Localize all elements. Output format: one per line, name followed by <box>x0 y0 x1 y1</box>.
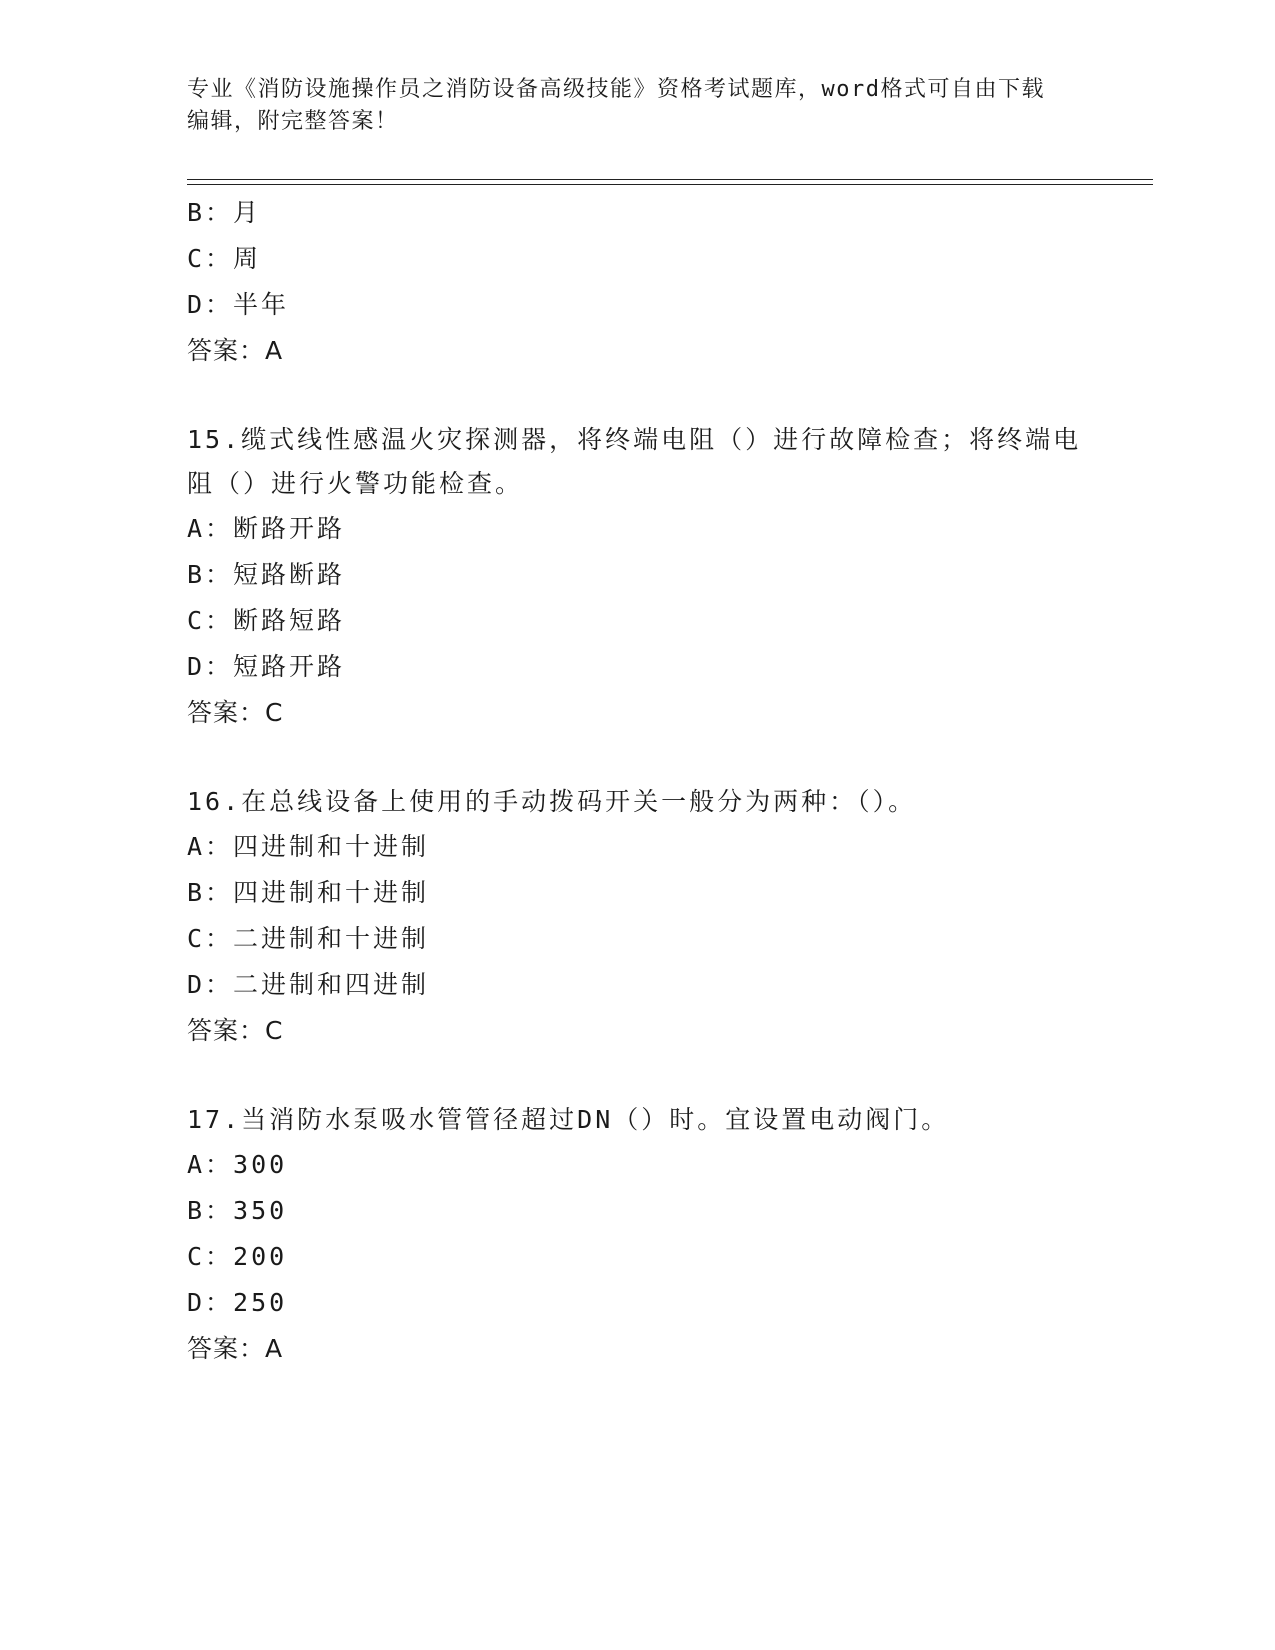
option-c: C：200 <box>187 1242 288 1271</box>
answer-line: 答案：A <box>187 1334 284 1363</box>
answer-line: 答案：A <box>187 336 284 365</box>
question-17 <box>187 1098 1087 1372</box>
question-stem: 15.缆式线性感温火灾探测器，将终端电阻（）进行故障检查；将终端电阻（）进行火警功能检查。 <box>187 425 1082 498</box>
question-16 <box>187 780 1087 1054</box>
question-stem: 16.在总线设备上使用的手动拨码开关一般分为两种：（）。 <box>187 787 917 816</box>
option-c: C：二进制和十进制 <box>187 924 430 953</box>
question-list <box>187 190 1087 1372</box>
option-a: A：300 <box>187 1150 288 1179</box>
answer-line: 答案：C <box>187 698 284 727</box>
option-a: A：四进制和十进制 <box>187 832 430 861</box>
option-c: C：周 <box>187 244 262 273</box>
option-c: C：断路短路 <box>187 606 346 635</box>
header-rule-bottom <box>187 184 1153 185</box>
option-d: D：250 <box>187 1288 288 1317</box>
question-15 <box>187 418 1087 736</box>
option-d: D：半年 <box>187 290 290 319</box>
option-b: B：短路断路 <box>187 560 346 589</box>
question-14-continued <box>187 190 1087 374</box>
header-rule-top <box>187 179 1153 180</box>
answer-line: 答案：C <box>187 1016 284 1045</box>
option-b: B：月 <box>187 198 262 227</box>
option-d: D：二进制和四进制 <box>187 970 430 999</box>
option-a: A：断路开路 <box>187 514 346 543</box>
option-b: B：四进制和十进制 <box>187 878 430 907</box>
question-stem: 17.当消防水泵吸水管管径超过DN（）时。宜设置电动阀门。 <box>187 1105 950 1134</box>
option-b: B：350 <box>187 1196 288 1225</box>
document-header: 专业《消防设施操作员之消防设备高级技能》资格考试题库，word格式可自由下载编辑，附完整答案！ <box>187 77 1045 134</box>
option-d: D：短路开路 <box>187 652 346 681</box>
